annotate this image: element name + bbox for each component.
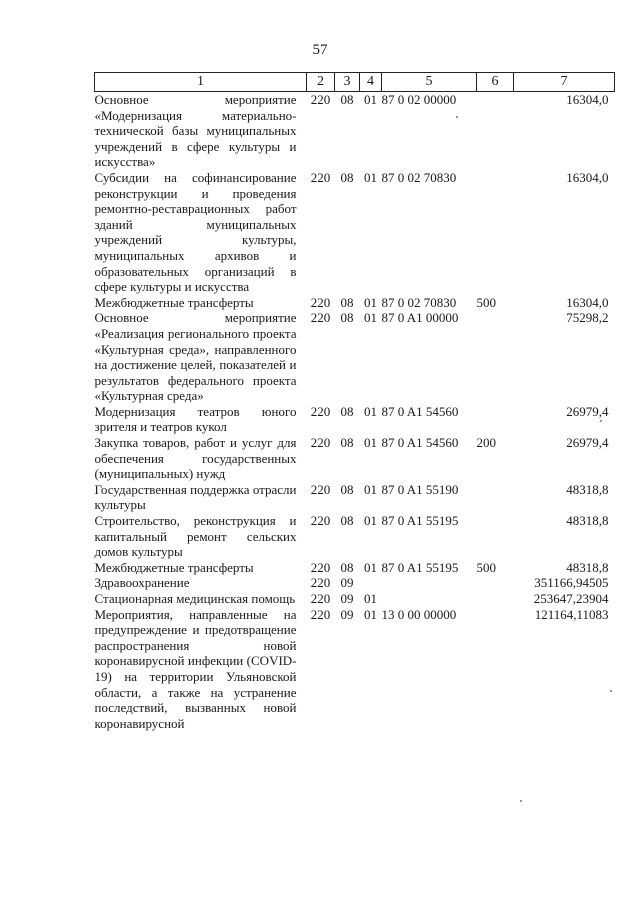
table-row (95, 591, 615, 607)
row-code-4: 01 (364, 591, 377, 606)
header-col-7: 7 (514, 73, 615, 92)
table-row (95, 575, 615, 591)
header-col-4: 4 (360, 73, 382, 92)
row-name: Стационарная медицинская помощь (94, 591, 296, 606)
row-code-6 (477, 607, 514, 732)
row-code-2: 220 (310, 481, 331, 497)
row-code-4: 01 (364, 310, 377, 326)
row-amount: 75298,2 (566, 310, 609, 326)
row-code-5: 13 0 00 00000 (381, 606, 457, 622)
row-code-3: 08 (340, 294, 354, 310)
row-code-3: 08 (340, 435, 354, 451)
scan-speck (520, 800, 522, 802)
row-name: Субсидии на софинансирование реконструкции и проведения ремонтно-реставрационных работ зданий муниципальных учреждений культуры, муниципальных архивов и образовательных организаций в сфере культуры и искусства (94, 169, 297, 295)
row-amount: 253647,23904 (533, 591, 609, 606)
row-code-2: 220 (310, 294, 331, 310)
row-code-5 (382, 591, 477, 607)
header-col-5: 5 (382, 73, 477, 92)
row-code-5: 87 0 A1 00000 (381, 310, 459, 326)
table-row (95, 513, 615, 560)
row-code-3: 08 (340, 403, 354, 419)
row-amount: 351166,94505 (534, 575, 609, 591)
table-row (95, 607, 615, 732)
page-number: 57 (312, 42, 328, 58)
scan-speck (600, 420, 602, 422)
row-code-5: 87 0 A1 54560 (381, 403, 459, 419)
table-row (95, 482, 615, 513)
row-amount: 121164,11083 (534, 606, 609, 622)
row-code-4: 01 (364, 559, 377, 575)
row-amount: 26979,4 (566, 435, 609, 451)
row-code-5: 87 0 A1 55195 (381, 513, 459, 529)
row-code-6 (477, 404, 514, 435)
row-code-4: 01 (364, 92, 377, 107)
row-code-6: 200 (476, 435, 496, 451)
table-row (95, 560, 615, 576)
row-amount: 16304,0 (566, 169, 609, 185)
row-code-3: 08 (340, 310, 354, 326)
row-code-2: 220 (310, 403, 331, 419)
row-code-4: 01 (364, 403, 377, 419)
table-row (95, 92, 615, 170)
row-amount: 48318,8 (566, 559, 609, 575)
row-code-4: 01 (364, 294, 377, 310)
row-code-5: 87 0 A1 54560 (381, 435, 459, 451)
row-name: Основное мероприятие «Реализация регионального проекта «Культурная среда», направленного на достижение целей, показателей и результатов федерального проекта «Культурная среда» (94, 310, 297, 404)
row-code-4 (360, 575, 382, 591)
row-code-6 (477, 513, 514, 560)
row-code-3: 08 (340, 513, 354, 529)
scan-speck (610, 690, 612, 692)
row-code-3: 09 (340, 575, 354, 591)
row-code-3: 08 (340, 559, 354, 575)
row-code-2: 220 (310, 559, 331, 575)
row-code-6 (477, 310, 514, 404)
row-name: Закупка товаров, работ и услуг для обеспечения государственных (муниципальных) нужд (94, 435, 297, 482)
row-name: Межбюджетные трансферты (94, 294, 254, 310)
table-row (95, 295, 615, 311)
row-amount: 16304,0 (566, 92, 609, 107)
row-code-4: 01 (364, 169, 377, 185)
header-col-2: 2 (307, 73, 335, 92)
row-code-5: 87 0 02 00000 (381, 92, 457, 107)
row-name: Государственная поддержка отрасли культуры (94, 481, 297, 513)
header-col-6: 6 (477, 73, 514, 92)
row-name: Модернизация театров юного зрителя и театров кукол (94, 403, 297, 435)
row-code-3: 08 (340, 92, 354, 107)
row-code-4: 01 (364, 481, 377, 497)
row-amount: 26979,4 (566, 403, 609, 419)
row-code-6: 500 (476, 559, 496, 575)
row-code-5: 87 0 02 70830 (381, 169, 457, 185)
row-code-5: 87 0 02 70830 (381, 294, 457, 310)
row-code-3: 08 (340, 169, 354, 185)
row-code-5: 87 0 A1 55190 (381, 481, 459, 497)
row-code-2: 220 (310, 92, 331, 107)
row-code-5 (382, 575, 477, 591)
header-row (95, 73, 615, 92)
table-row (95, 310, 615, 404)
row-code-6: 500 (476, 294, 496, 310)
row-amount: 48318,8 (566, 481, 609, 497)
row-code-3: 08 (340, 481, 354, 497)
row-code-2: 220 (310, 575, 331, 591)
row-name: Основное мероприятие «Модернизация материально-технической базы муниципальных учреждений в сфере культуры и искусства» (94, 92, 297, 170)
row-code-6 (477, 591, 514, 607)
row-code-6 (477, 482, 514, 513)
row-code-4: 01 (364, 606, 377, 622)
row-code-2: 220 (310, 435, 331, 451)
row-code-6 (477, 92, 514, 170)
scan-speck (456, 116, 458, 118)
row-code-2: 220 (310, 169, 331, 185)
row-name: Здравоохранение (94, 575, 190, 591)
header-col-3: 3 (335, 73, 360, 92)
row-code-6 (477, 575, 514, 591)
row-code-6 (477, 170, 514, 295)
table-row (95, 435, 615, 482)
row-code-2: 220 (310, 513, 331, 529)
row-code-3: 09 (340, 606, 354, 622)
row-code-5: 87 0 A1 55195 (381, 559, 459, 575)
row-amount: 48318,8 (566, 513, 609, 529)
budget-table (94, 72, 615, 731)
row-code-2: 220 (310, 310, 331, 326)
row-code-2: 220 (310, 606, 331, 622)
row-code-3: 09 (340, 591, 354, 606)
row-code-4: 01 (364, 435, 377, 451)
header-col-1: 1 (95, 73, 307, 92)
row-code-2: 220 (310, 591, 331, 606)
row-amount: 16304,0 (566, 294, 609, 310)
table-row (95, 404, 615, 435)
table-row (95, 170, 615, 295)
row-code-4: 01 (364, 513, 377, 529)
row-name: Мероприятия, направленные на предупреждение и предотвращение распространения новой коронавирусной инфекции (COVID-19) на территории Ульяновской области, а также на устранение последствий, вызванных новой коронавирусной (94, 606, 297, 731)
row-name: Межбюджетные трансферты (94, 559, 254, 575)
row-name: Строительство, реконструкция и капитальный ремонт сельских домов культуры (94, 513, 297, 560)
